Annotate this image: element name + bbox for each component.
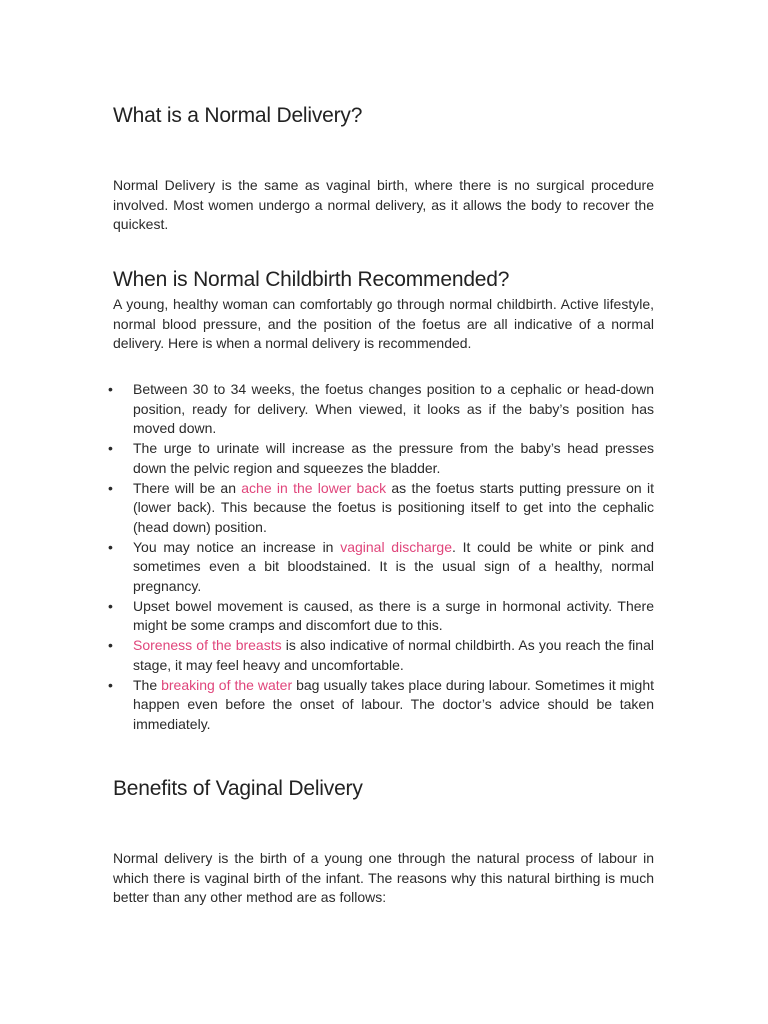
bullet-icon: • bbox=[108, 479, 113, 496]
bullet-icon: • bbox=[108, 381, 113, 397]
list-item-text: Upset bowel movement is caused, as there is a surge in hormonal activity. There might be some cramps and discomfort due to this. bbox=[133, 597, 654, 634]
list-item bbox=[108, 439, 654, 478]
list-item-text: There will be an bbox=[133, 479, 242, 496]
link-vaginal-discharge[interactable]: vaginal discharge bbox=[340, 538, 453, 555]
paragraph-normal-delivery-definition: Normal Delivery is the same as vaginal birth, where there is no surgical procedure involved. Most women undergo a normal delivery, as it allows the body to recover the quickest. bbox=[113, 177, 654, 233]
heading-benefits-vaginal-delivery: Benefits of Vaginal Delivery bbox=[113, 777, 363, 800]
paragraph-benefits-intro: Normal delivery is the birth of a young one through the natural process of labour in which there is vaginal birth of the infant. The reasons why this natural birthing is much better than any other method are as follows: bbox=[113, 850, 654, 906]
list-item bbox=[108, 597, 654, 636]
list-item-text: bag usually takes place during labour. Sometimes it might happen even before the onset of labour. The doctor’s advice should be taken immediately. bbox=[133, 676, 654, 732]
list-item bbox=[108, 380, 654, 439]
list-item-text: is also indicative of normal childbirth. As you reach the final stage, it may feel heavy and uncomfortable. bbox=[133, 637, 654, 673]
link-ache-lower-back[interactable]: ache in the lower back bbox=[241, 479, 387, 496]
list-item-text: You may notice an increase in bbox=[133, 538, 341, 555]
link-breaking-of-water[interactable]: breaking of the water bbox=[161, 676, 293, 693]
list-item bbox=[108, 538, 655, 597]
list-item-text: . It could be white or pink and sometimes even a bit bloodstained. It is the usual sign of a healthy, normal pregnancy. bbox=[133, 538, 655, 595]
list-item-text: as the foetus starts putting pressure on it (lower back). This because the foetus is positioning itself to get into the cephalic (head down) position. bbox=[133, 479, 654, 535]
link-soreness-of-breasts[interactable]: Soreness of the breasts bbox=[133, 637, 282, 654]
bullet-icon: • bbox=[108, 676, 113, 693]
list-item bbox=[108, 479, 654, 538]
list-item bbox=[108, 676, 654, 735]
list-item-text: The urge to urinate will increase as the pressure from the baby’s head presses down the pelvic region and squeezes the bladder. bbox=[133, 440, 654, 476]
bullet-icon: • bbox=[108, 440, 113, 457]
paragraph-when-recommended-intro: A young, healthy woman can comfortably go through normal childbirth. Active lifestyle, normal blood pressure, and the position of the foetus are all indicative of a normal delivery. Here is when a normal delivery is recommended. bbox=[113, 296, 654, 352]
list-item-text: Between 30 to 34 weeks, the foetus changes position to a cephalic or head-down position, ready for delivery. When viewed, it looks as if the baby’s position has moved down. bbox=[133, 381, 654, 437]
recommendation-bullet-list bbox=[108, 380, 655, 735]
bullet-icon: • bbox=[108, 538, 113, 555]
heading-what-is-normal-delivery: What is a Normal Delivery? bbox=[113, 104, 363, 127]
bullet-icon: • bbox=[108, 597, 113, 614]
bullet-icon: • bbox=[108, 637, 113, 654]
list-item bbox=[108, 636, 654, 675]
heading-when-recommended: When is Normal Childbirth Recommended? bbox=[113, 268, 510, 291]
list-item-text: The bbox=[133, 676, 162, 693]
